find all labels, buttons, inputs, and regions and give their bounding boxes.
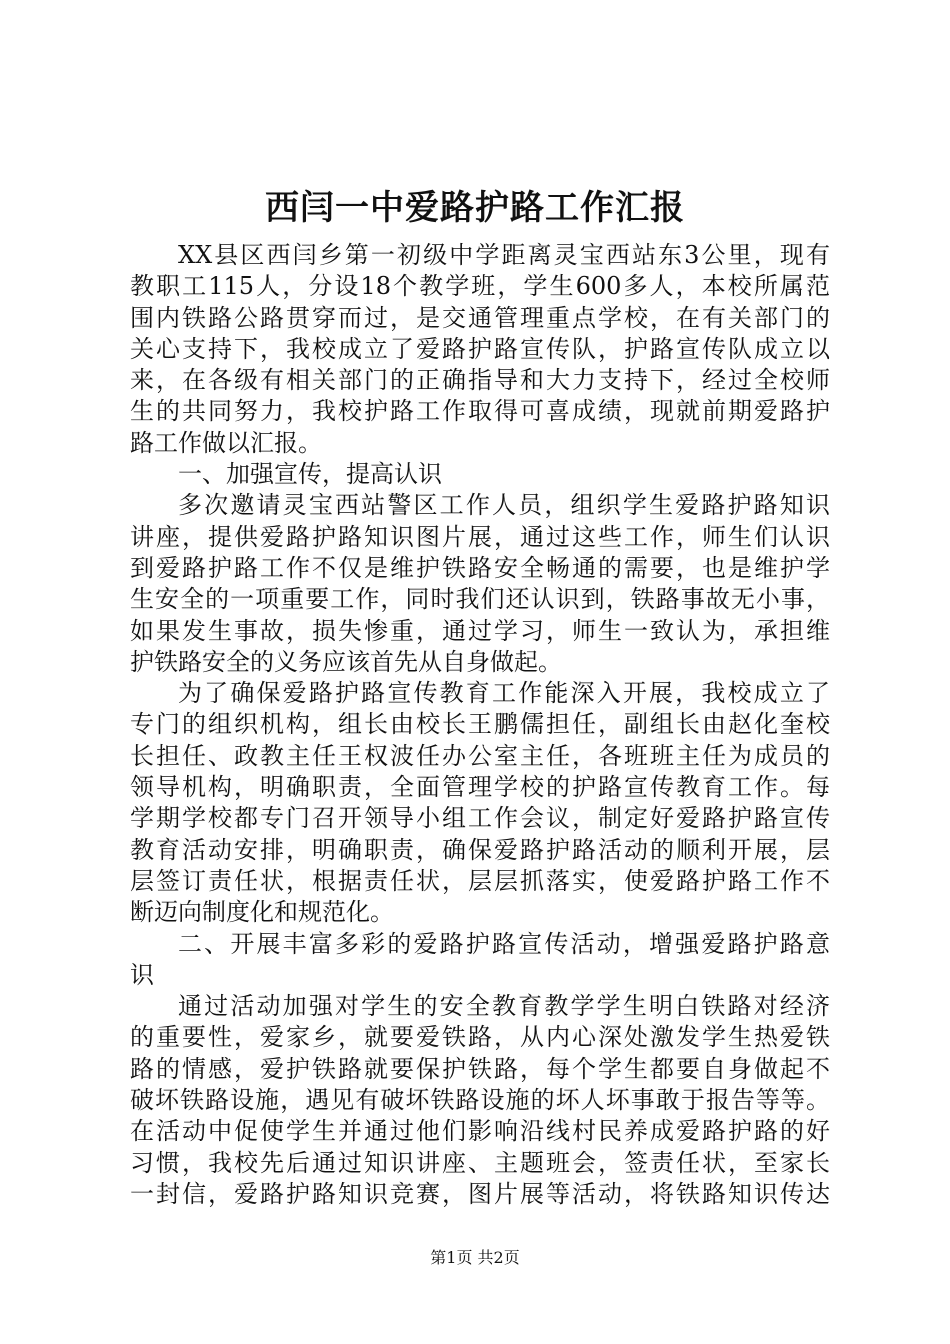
document-body [130,240,830,1210]
document-title: 西闫一中爱路护路工作汇报 [265,188,685,228]
page-footer: 第1页 共2页 [430,1248,520,1267]
text-line: 学期学校都专门召开领导小组工作会议，制定好爱路护路宣传 [130,804,830,833]
text-line: 断迈向制度化和规范化。 [130,898,394,927]
text-line: 生安全的一项重要工作，同时我们还认识到，铁路事故无小事， [130,585,830,614]
text-line: 通过活动加强对学生的安全教育教学学生明白铁路对经济 [178,992,830,1021]
text-line: 习惯，我校先后通过知识讲座、主题班会，签责任状，至家长 [130,1148,830,1177]
text-line: 关心支持下，我校成立了爱路护路宣传队，护路宣传队成立以 [130,334,830,363]
text-line: 讲座，提供爱路护路知识图片展，通过这些工作，师生们认识 [130,522,830,551]
text-line: 领导机构，明确职责，全面管理学校的护路宣传教育工作。每 [130,773,830,802]
text-line: 专门的组织机构，组长由校长王鹏儒担任，副组长由赵化奎校 [130,710,830,739]
text-line: 教职工115人，分设18个教学班，学生600多人，本校所属范 [130,272,830,301]
text-line: 层签订责任状，根据责任状，层层抓落实，使爱路护路工作不 [130,866,830,895]
text-line: 长担任、政教主任王权波任办公室主任，各班班主任为成员的 [130,741,830,770]
text-line: 为了确保爱路护路宣传教育工作能深入开展，我校成立了 [178,679,830,708]
section-heading: 识 [130,960,154,989]
text-line: 护铁路安全的义务应该首先从自身做起。 [130,647,562,676]
section-heading: 一、加强宣传，提高认识 [178,460,442,489]
text-line: 如果发生事故，损失惨重，通过学习，师生一致认为，承担维 [130,616,830,645]
text-line: 一封信，爱路护路知识竞赛，图片展等活动，将铁路知识传达 [130,1179,830,1208]
text-line: 路的情感，爱护铁路就要保护铁路，每个学生都要自身做起不 [130,1054,830,1083]
text-line: 在活动中促使学生并通过他们影响沿线村民养成爱路护路的好 [130,1117,830,1146]
text-line: 到爱路护路工作不仅是维护铁路安全畅通的需要，也是维护学 [130,553,830,582]
text-line: 来，在各级有相关部门的正确指导和大力支持下，经过全校师 [130,366,830,395]
section-heading: 二、开展丰富多彩的爱路护路宣传活动，增强爱路护路意 [178,929,830,958]
text-line: 的重要性，爱家乡，就要爱铁路，从内心深处激发学生热爱铁 [130,1023,830,1052]
text-line: 围内铁路公路贯穿而过，是交通管理重点学校，在有关部门的 [130,303,830,332]
text-line: 生的共同努力，我校护路工作取得可喜成绩，现就前期爱路护 [130,397,830,426]
text-line: 多次邀请灵宝西站警区工作人员，组织学生爱路护路知识 [178,491,830,520]
text-line: 路工作做以汇报。 [130,428,322,457]
text-line: XX县区西闫乡第一初级中学距离灵宝西站东3公里，现有 [178,241,830,269]
text-line: 破坏铁路设施，遇见有破坏铁路设施的坏人坏事敢于报告等等。 [130,1086,830,1115]
text-line: 教育活动安排，明确职责，确保爱路护路活动的顺利开展，层 [130,835,830,864]
